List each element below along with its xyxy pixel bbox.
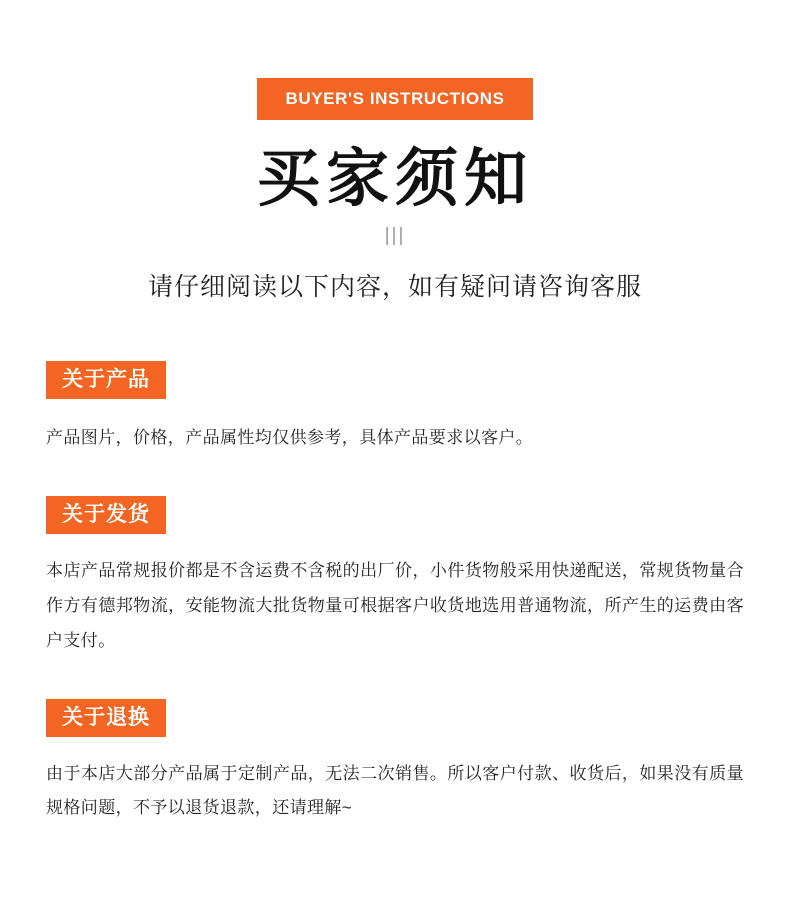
page-header: [0, 0, 790, 303]
section-about-returns: [46, 699, 744, 827]
page-subtitle: 请仔细阅读以下内容，如有疑问请咨询客服: [147, 273, 642, 302]
section-about-shipping: [46, 496, 744, 659]
section-tag-product: 关于产品: [46, 361, 166, 399]
section-body-shipping: 本店产品常规报价都是不含运费不含税的出厂价，小件货物般采用快递配送，常规货物量合作方有德邦物流，安能物流大批货物量可根据客户收货地选用普通物流，所产生的运费由客户支付。: [46, 560, 744, 650]
sections-container: [0, 361, 790, 826]
section-body-product: 产品图片，价格，产品属性均仅供参考，具体产品要求以客户。: [46, 428, 534, 448]
page-title: 买家须知: [257, 144, 533, 214]
section-tag-shipping: 关于发货: [46, 496, 166, 534]
section-body-returns: 由于本店大部分产品属于定制产品，无法二次销售。所以客户付款、收货后，如果没有质量规格问题，不予以退货退款，还请理解~: [46, 763, 744, 818]
header-badge: BUYER'S INSTRUCTIONS: [257, 78, 532, 120]
section-tag-returns: 关于退换: [46, 699, 166, 737]
divider-ornament: |||: [384, 225, 406, 247]
section-about-product: [46, 361, 744, 456]
